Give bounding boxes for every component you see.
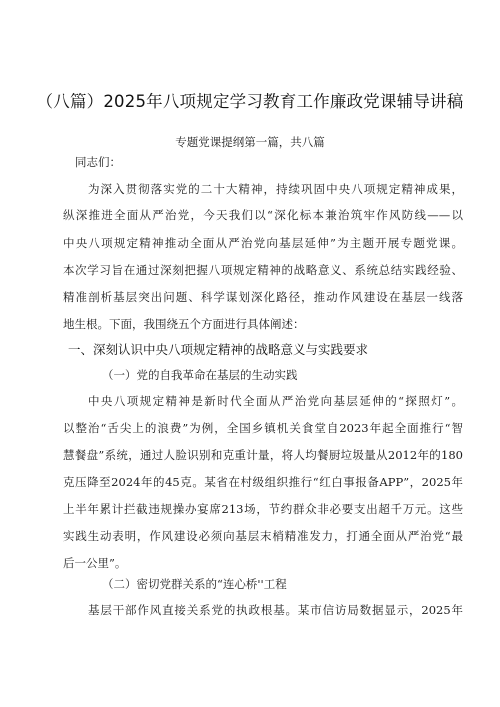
intro-line: 精准剖析基层突出问题、科学谋划深化路径，推动作风建设在基层一线落 [63,290,463,304]
body-line: 中央八项规定精神是新时代全面从严治党向基层延伸的“探照灯”。 [88,394,463,408]
intro-line: 为深入贯彻落实党的二十大精神，持续巩固中央八项规定精神成果， [88,182,463,196]
body-line: 克压降至2024年的45克。某省在村级组织推行“红白事报备APP”，2025年 [63,475,463,489]
intro-line: 中央八项规定精神推动全面从严治党向基层延伸”为主题开展专题党课。 [63,236,463,250]
subsection-heading: （一）党的自我革命在基层的生动实践 [102,368,298,382]
document-title: （八篇）2025年八项规定学习教育工作廉政党课辅导讲稿 [36,92,464,111]
document-subtitle: 专题党课提纲第一篇，共八篇 [175,135,325,149]
intro-line: 纵深推进全面从严治党，今天我们以“深化标本兼治筑牢作风防线——以 [63,208,463,222]
body-line: 基层干部作风直接关系党的执政根基。某市信访局数据显示，2025年 [88,603,463,617]
body-line: 实践生动表明，作风建设必须向基层末梢精准发力，打通全面从严治党“最 [63,529,463,543]
body-line: 以整治“舌尖上的浪费”为例，全国乡镇机关食堂自2023年起全面推行“智 [63,421,463,435]
section-heading: 一、深刻认识中央八项规定精神的战略意义与实践要求 [68,342,369,357]
intro-line: 地生根。下面，我围绕五个方面进行具体阐述： [63,317,305,331]
body-line: 慧餐盘”系统，通过人脸识别和克重计量，将人均餐厨垃圾量从2012年的180 [63,448,463,462]
intro-line: 本次学习旨在通过深刻把握八项规定精神的战略意义、系统总结实践经验、 [63,263,463,277]
salutation: 同志们： [75,155,121,169]
subsection-heading: （二）密切党群关系的“连心桥''工程 [102,577,287,591]
body-line: 上半年累计拦截违规操办宴席213场，节约群众非必要支出超千万元。这些 [63,502,463,516]
body-line: 后一公里”。 [63,556,127,570]
